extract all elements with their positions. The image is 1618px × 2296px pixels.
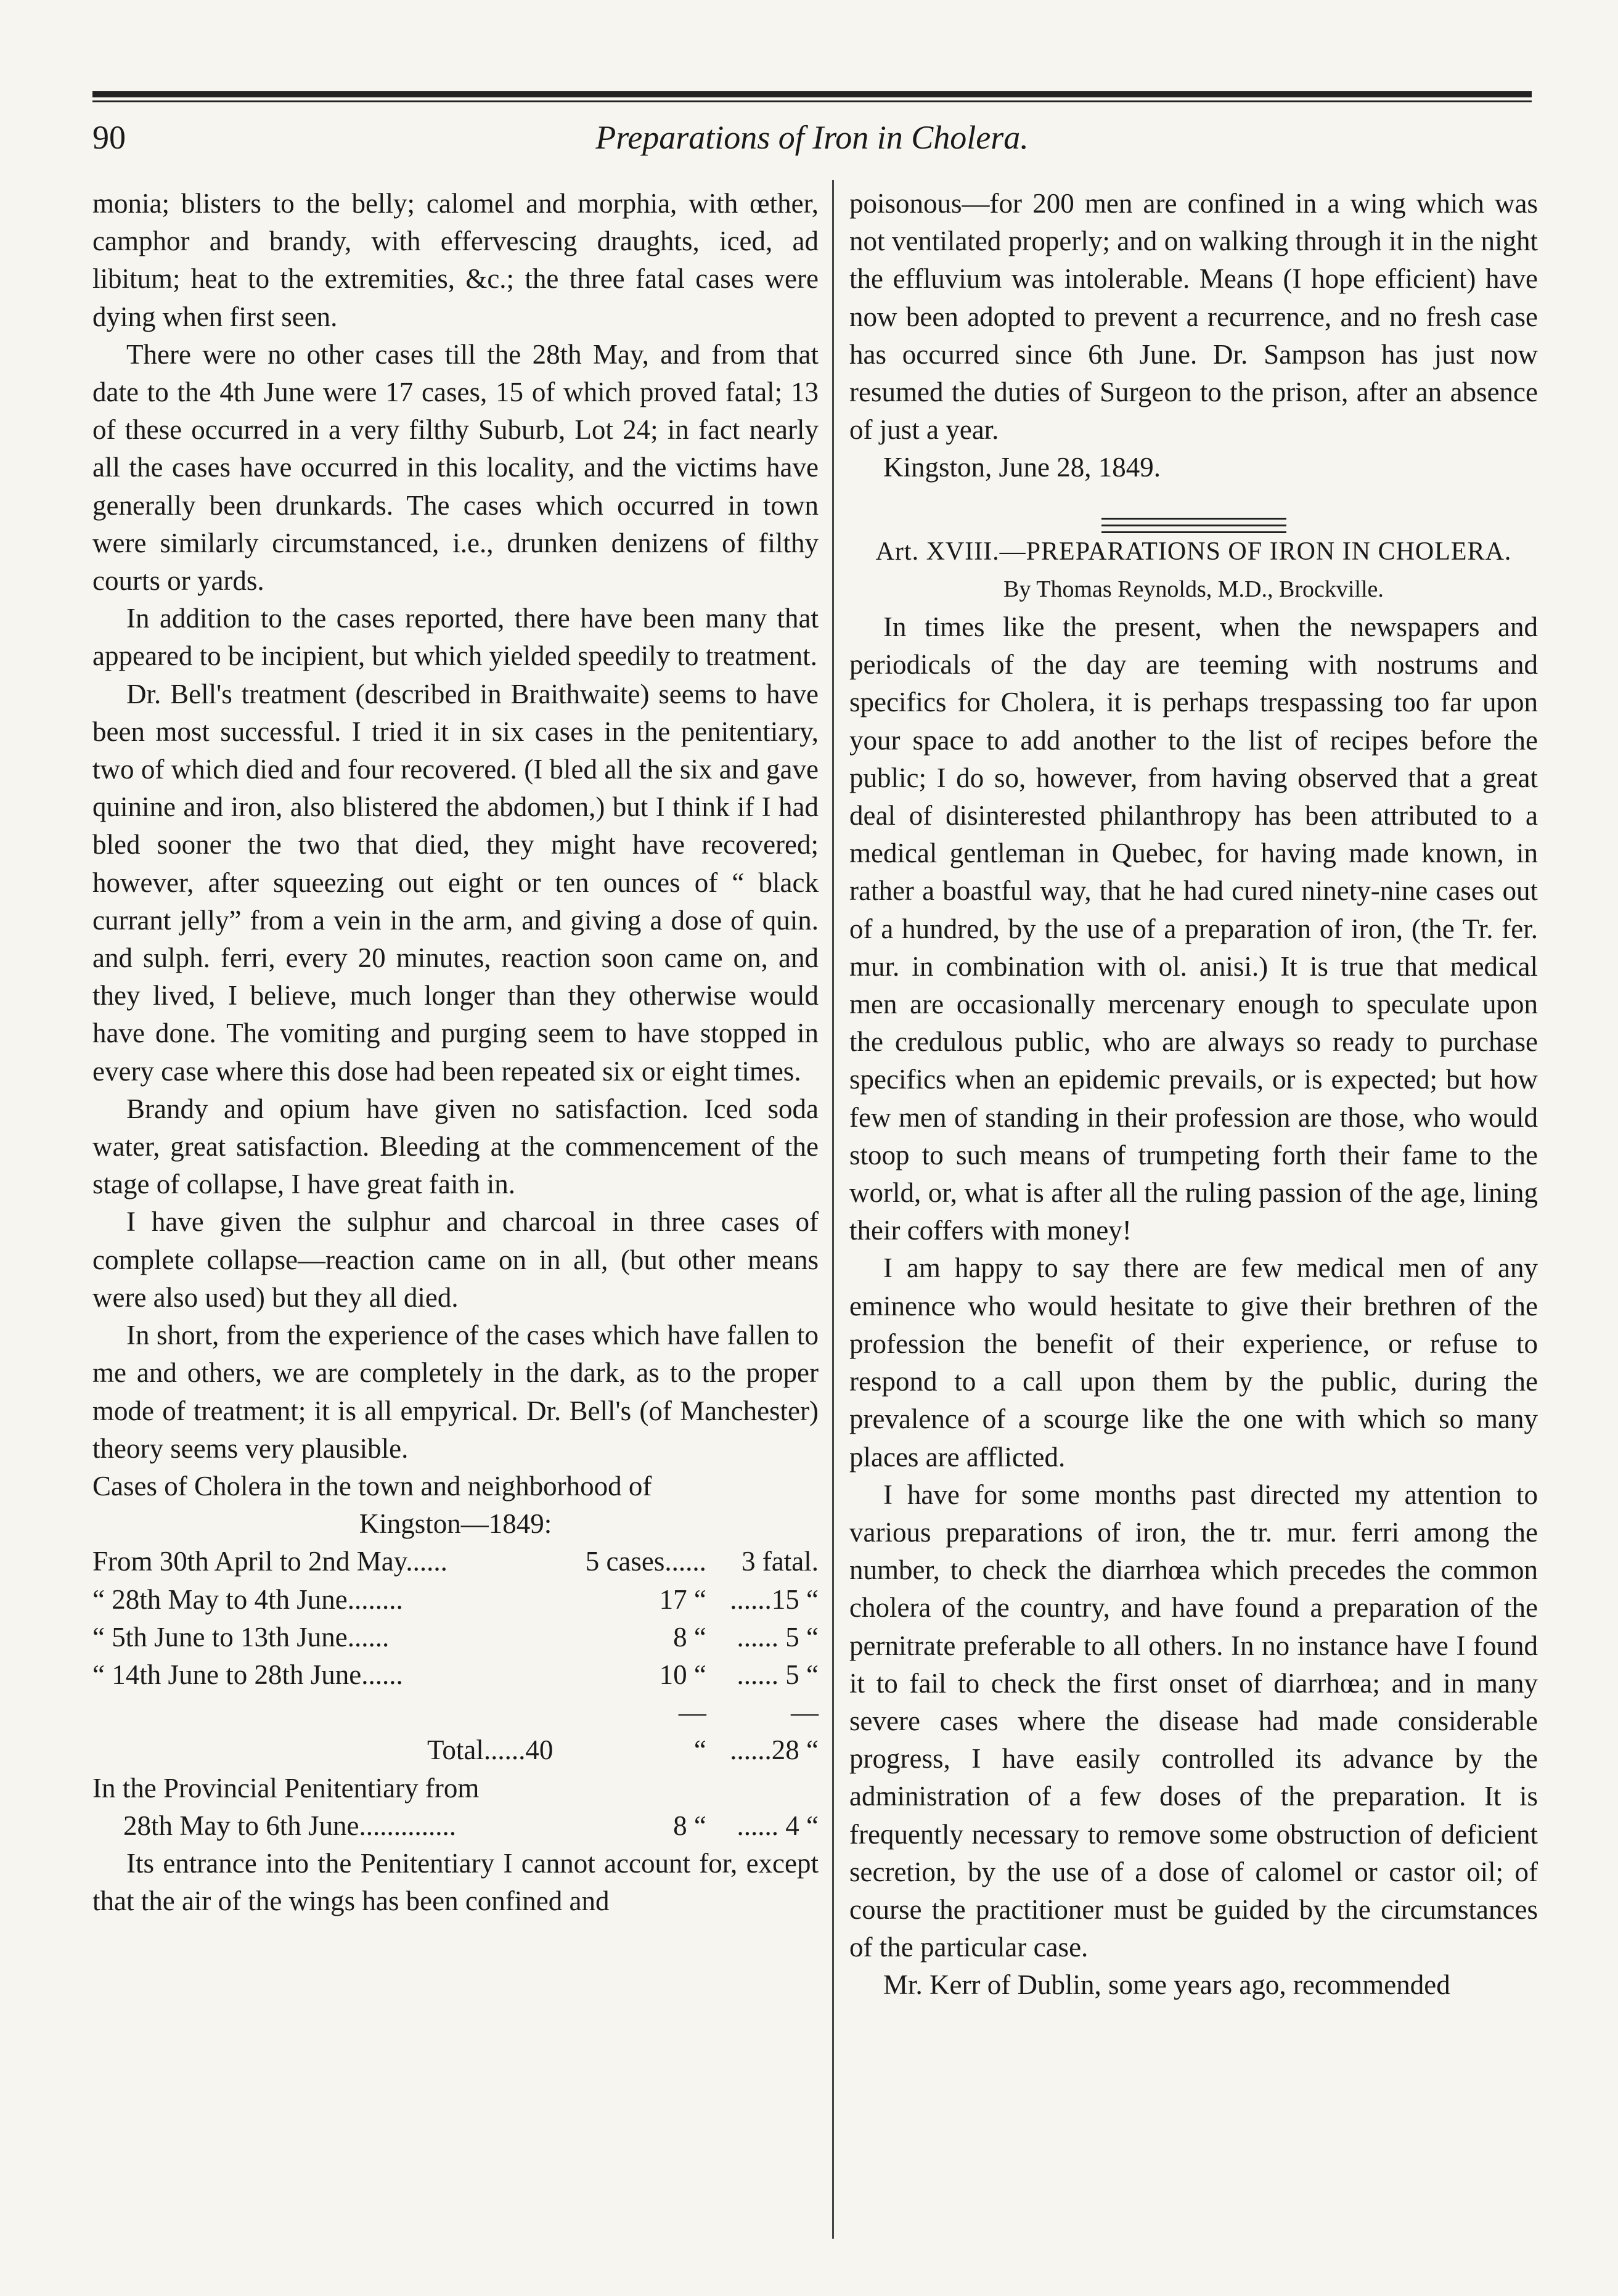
penitentiary-label: In the Provincial Penitentiary from: [92, 1772, 480, 1804]
paragraph: I have given the sulphur and charcoal in three cases of complete collapse—reaction came on in all, (but other means were also used) but they all died.: [92, 1206, 819, 1313]
row-cases: 5 cases......: [585, 1546, 706, 1577]
row-fatal: 3 fatal.: [742, 1546, 819, 1577]
total-label: Total......40: [427, 1734, 554, 1766]
total-fatal: ......28 “: [730, 1734, 819, 1766]
total-dash-fatal: —: [791, 1697, 819, 1728]
paragraph: In times like the present, when the newspapers and periodicals of the day are teeming with nostrums and specifics for Cholera, it is perhaps trespassing too far upon your space to add another to the list of recipes before the public; I do so, however, from having observed that a great deal of disinterested philanthropy has been attributed to a medical gentleman in Quebec, for having made known, in rather a boastful way, that he had cured ninety-nine cases out of a hundred, by the use of a preparation of iron, (the Tr. fer. mur. in combination with ol. anisi.) It is true that medical men are occasionally mercenary enough to speculate upon the credulous public, who are always so ready to purchase specifics when an epidemic prevails, or is expected; but how few men of standing in their profession are those, who would stoop to such means of trumpeting forth their fame to the world, or, what is after all the ruling passion of the age, lining their coffers with money!: [849, 611, 1538, 1246]
running-title: Preparations of Iron in Cholera.: [595, 119, 1029, 156]
row-cases: 8 “: [673, 1621, 706, 1653]
dateline: Kingston, June 28, 1849.: [883, 452, 1161, 483]
row-cases: 17 “: [659, 1583, 706, 1615]
table-row: [92, 1581, 819, 1619]
row-label: “ 5th June to 13th June......: [92, 1621, 390, 1653]
row-fatal: ...... 4 “: [737, 1810, 819, 1841]
row-fatal: ...... 5 “: [737, 1621, 819, 1653]
column-divider: [832, 180, 834, 2239]
table-row: [92, 1770, 819, 1807]
table-row: [92, 1807, 819, 1845]
table-row: [92, 1619, 819, 1656]
article-title: Art. XVIII.—PREPARATIONS OF IRON IN CHOLERA.: [875, 537, 1512, 566]
paragraph: I am happy to say there are few medical men of any eminence who would hesitate to give their brethren of the profession the benefit of their experience, or refuse to respond to a call upon them by the public, during the prevalence of a scourge like the one with which so many places are afflicted.: [849, 1252, 1538, 1473]
page-number: 90: [92, 119, 126, 156]
table-caption: Cases of Cholera in the town and neighborhood of: [92, 1470, 652, 1501]
paragraph: Brandy and opium have given no satisfaction. Iced soda water, great satisfaction. Bleeding at the commencement of the stage of collapse, I have great faith in.: [92, 1093, 819, 1200]
left-column: [92, 185, 819, 1920]
paragraph: In addition to the cases reported, there have been many that appeared to be incipient, but which yielded speedily to treatment.: [92, 603, 819, 672]
row-label: “ 28th May to 4th June........: [92, 1583, 403, 1615]
cases-table: [92, 1543, 819, 1845]
row-fatal: ......15 “: [730, 1583, 819, 1615]
header-rule: [92, 91, 1532, 97]
total-dash: —: [678, 1697, 706, 1728]
paragraph: Dr. Bell's treatment (described in Braithwaite) seems to have been most successful. I tried it in six cases in the penitentiary, two of which died and four recovered. (I bled all the six and gave quinine and iron, also blistered the abdomen,) but I think if I had bled sooner the two that died, they might have recovered; however, after squeezing out eight or ten ounces of “ black currant jelly” from a vein in the arm, and giving a dose of quin. and sulph. ferri, every 20 minutes, reaction soon came on, and they lived, I believe, much longer than they otherwise would have done. The vomiting and purging seem to have stopped in every case where this dose had been repeated six or eight times.: [92, 678, 819, 1087]
row-cases: 8 “: [673, 1810, 706, 1841]
table-row: [92, 1543, 819, 1580]
article-byline: By Thomas Reynolds, M.D., Brockville.: [1003, 576, 1384, 602]
row-label: From 30th April to 2nd May......: [92, 1546, 447, 1577]
page-header: [92, 118, 1532, 161]
row-label: “ 14th June to 28th June......: [92, 1659, 403, 1690]
table-row: [92, 1656, 819, 1694]
paragraph: I have for some months past directed my attention to various preparations of iron, the tr. mur. ferri among the number, to check the diarrhœa which precedes the common cholera of the country, and have found a preparation of the pernitrate preferable to all others. In no instance have I found it to fail to check the first onset of diarrhœa; and in many severe cases where the disease had made considerable progress, I have easily controlled its advance by the administration of a few doses of the preparation. It is frequently necessary to remove some obstruction of deficient secretion, by the use of a dose of calomel or castor oil; of course the practitioner must be guided by the circumstances of the particular case.: [849, 1479, 1538, 1963]
right-column: [849, 185, 1538, 2004]
header-rule-thin: [92, 100, 1532, 102]
table-caption-line-2: Kingston—1849:: [359, 1508, 552, 1540]
total-mark: “: [693, 1734, 706, 1766]
paragraph: In short, from the experience of the cases which have fallen to me and others, we are completely in the dark, as to the proper mode of treatment; it is all empyrical. Dr. Bell's (of Manchester) theory seems very plausible.: [92, 1320, 819, 1464]
row-label: 28th May to 6th June..............: [123, 1810, 456, 1841]
paragraph: There were no other cases till the 28th May, and from that date to the 4th June were 17 cases, 15 of which proved fatal; 13 of these occurred in a very filthy Suburb, Lot 24; in fact nearly all the cases have occurred in this locality, and the victims have generally been drunkards. The cases which occurred in town were similarly circumstanced, i.e., drunken denizens of filthy courts or yards.: [92, 338, 819, 597]
paragraph: Its entrance into the Penitentiary I cannot account for, except that the air of the wings has been confined and: [92, 1847, 819, 1917]
paragraph: Mr. Kerr of Dublin, some years ago, recommended: [883, 1969, 1450, 2001]
table-rule-row: [92, 1694, 819, 1731]
row-fatal: ...... 5 “: [737, 1659, 819, 1690]
paragraph: poisonous—for 200 men are confined in a wing which was not ventilated properly; and on walking through it in the night the effluvium was intolerable. Means (I hope efficient) have now been adopted to prevent a recurrence, and no fresh case has occurred since 6th June. Dr. Sampson has just now resumed the duties of Surgeon to the prison, after an absence of just a year.: [849, 188, 1538, 446]
row-cases: 10 “: [659, 1659, 706, 1690]
table-total-row: [92, 1731, 819, 1769]
paragraph: monia; blisters to the belly; calomel and morphia, with œther, camphor and brandy, with effervescing draughts, iced, ad libitum; heat to the extremities, &c.; the three fatal cases were dying when first seen.: [92, 188, 819, 332]
